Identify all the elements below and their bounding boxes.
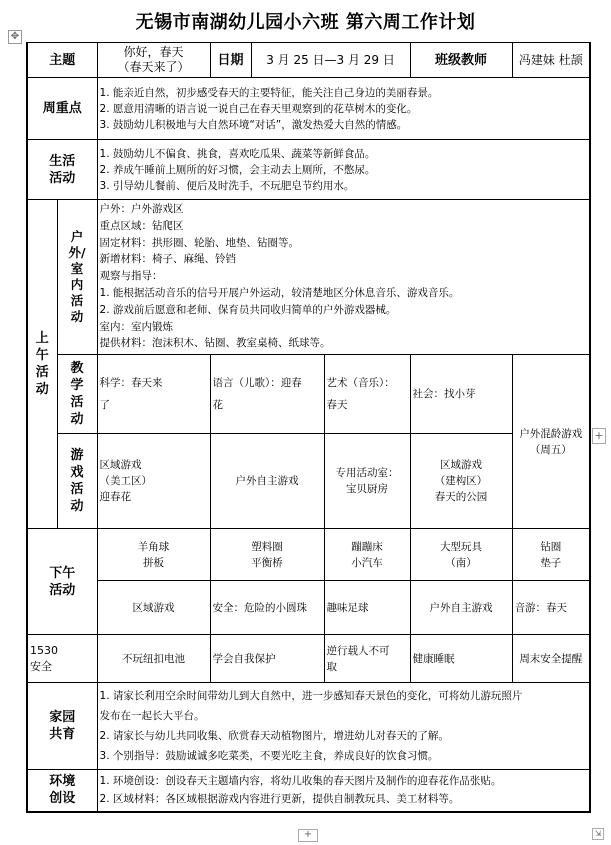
afternoon-2-thu: 户外自主游戏 — [410, 581, 512, 635]
list-item: 户外：户外游戏区 — [99, 203, 184, 215]
safety-wed: 逆行载人不可 取 — [324, 635, 410, 683]
afternoon-wed: 蹦蹦床 小汽车 — [324, 529, 410, 581]
weekly-focus-label: 周重点 — [27, 78, 97, 140]
afternoon-thu: 大型玩具 （南） — [410, 529, 512, 581]
theme-label: 主题 — [27, 43, 97, 78]
environment-label: 环境 创设 — [27, 770, 97, 812]
family-cooperation-label: 家园 共育 — [27, 683, 97, 770]
list-item: 1. 鼓励幼儿不偏食、挑食，喜欢吃瓜果、蔬菜等新鲜食品。 — [99, 147, 376, 160]
safety-fri: 周末安全提醒 — [512, 635, 590, 683]
date-label: 日期 — [210, 43, 251, 78]
list-item: 1. 请家长利用空余时间带幼儿到大自然中，进一步感知春天景色的变化，可将幼儿游玩照片 — [99, 690, 523, 702]
list-item: 新增材料：椅子、麻绳、铃铛 — [99, 253, 237, 266]
add-column-icon[interactable]: + — [592, 428, 606, 444]
list-item: 3. 鼓励幼儿积极地与大自然环境“对话”，激发热爱大自然的情感。 — [99, 118, 408, 131]
teaching-mon: 科学：春天来 了 — [97, 355, 210, 434]
list-item: 1. 能根据活动音乐的信号开展户外运动，较清楚地区分休息音乐、游戏音乐。 — [99, 286, 460, 299]
afternoon-2-fri: 音游：春天 — [512, 581, 590, 635]
game-wed: 专用活动室： 宝贝厨房 — [324, 434, 410, 529]
teaching-tue: 语言（儿歌）：迎春 花 — [210, 355, 324, 434]
game-mon: 区域游戏 （美工区） 迎春花 — [97, 434, 210, 529]
afternoon-fri: 钻圈 垫子 — [512, 529, 590, 581]
afternoon-2-wed: 趣味足球 — [324, 581, 410, 635]
family-cooperation-content — [97, 683, 590, 770]
afternoon-activity-label: 下午 活动 — [27, 529, 97, 635]
list-item: 3. 个别指导：鼓励诚诚多吃菜类，不要光吃主食，养成良好的饮食习惯。 — [99, 750, 439, 762]
list-item: 室内：室内锻炼 — [99, 320, 174, 333]
teaching-wed: 艺术（音乐）： 春天 — [324, 355, 410, 434]
list-item: 观察与指导： — [99, 270, 163, 283]
list-item: 提供材料：泡沫积木、钻圈、教室桌椅、纸球等。 — [99, 337, 331, 350]
list-item: 2. 养成午睡前上厕所的好习惯，会主动去上厕所，不憋尿。 — [99, 163, 376, 176]
table-move-handle-icon[interactable]: ✥ — [8, 30, 22, 44]
list-item: 1. 环境创设：创设春天主题墙内容，将幼儿收集的春天图片及制作的迎春花作品张贴。 — [99, 775, 502, 788]
life-activity-label: 生活 活动 — [27, 140, 97, 200]
outdoor-indoor-label: 户 外/ 室 内 活 动 — [57, 200, 97, 355]
list-item: 2. 游戏前后愿意和老师、保育员共同收归简单的户外游戏器械。 — [99, 303, 397, 316]
page-title: 无锡市南湖幼儿园小六班 第六周工作计划 — [135, 12, 476, 33]
list-item: 2. 区域材料：各区域根据游戏内容进行更新，提供自制教玩具、美工材料等。 — [99, 793, 460, 806]
afternoon-tue: 塑料圈 平衡桥 — [210, 529, 324, 581]
environment-content — [97, 770, 590, 812]
safety-1530-label: 1530 安全 — [27, 635, 97, 683]
add-row-icon[interactable]: + — [298, 829, 318, 842]
weekly-focus-content — [97, 78, 590, 140]
life-activity-content — [97, 140, 590, 200]
list-item: 2. 请家长与幼儿共同收集、欣赏春天动植物图片，增进幼儿对春天的了解。 — [99, 730, 449, 742]
game-thu: 区域游戏 （建构区） 春天的公园 — [410, 434, 512, 529]
weekly-plan-table — [26, 42, 591, 813]
teacher-label: 班级教师 — [410, 43, 512, 78]
safety-tue: 学会自我保护 — [210, 635, 324, 683]
safety-mon: 不玩纽扣电池 — [97, 635, 210, 683]
teaching-thu: 社会：找小芽 — [410, 355, 512, 434]
table-resize-icon[interactable]: ⇲ — [592, 828, 604, 840]
game-activity-label: 游 戏 活 动 — [57, 434, 97, 529]
afternoon-mon: 羊角球 拼板 — [97, 529, 210, 581]
friday-mixed-age-game: 户外混龄游戏 （周五） — [512, 355, 590, 529]
outdoor-indoor-content — [97, 200, 590, 355]
list-item: 3. 引导幼儿餐前、便后及时洗手，不玩肥皂节约用水。 — [99, 179, 355, 192]
teacher-value: 冯建妹 杜颉 — [512, 43, 590, 78]
list-item: 2. 愿意用清晰的语言说一说自己在春天里观察到的花草树木的变化。 — [99, 102, 418, 115]
afternoon-2-tue: 安全：危险的小圆珠 — [210, 581, 324, 635]
game-tue: 户外自主游戏 — [210, 434, 324, 529]
teaching-activity-label: 教 学 活 动 — [57, 355, 97, 434]
list-item: 1. 能亲近自然，初步感受春天的主要特征，能关注自己身边的美丽春景。 — [99, 86, 439, 99]
theme-value: 你好，春天 （春天来了） — [97, 43, 210, 78]
safety-thu: 健康睡眠 — [410, 635, 512, 683]
list-item: 固定材料：拱形圈、轮胎、地垫、钻圈等。 — [99, 236, 300, 249]
list-item: 发布在一起长大平台。 — [99, 710, 205, 722]
list-item: 重点区域：钻爬区 — [99, 219, 184, 232]
afternoon-2-mon: 区域游戏 — [97, 581, 210, 635]
morning-activity-label: 上 午 活 动 — [27, 200, 57, 529]
date-value: 3 月 25 日—3 月 29 日 — [251, 43, 410, 78]
